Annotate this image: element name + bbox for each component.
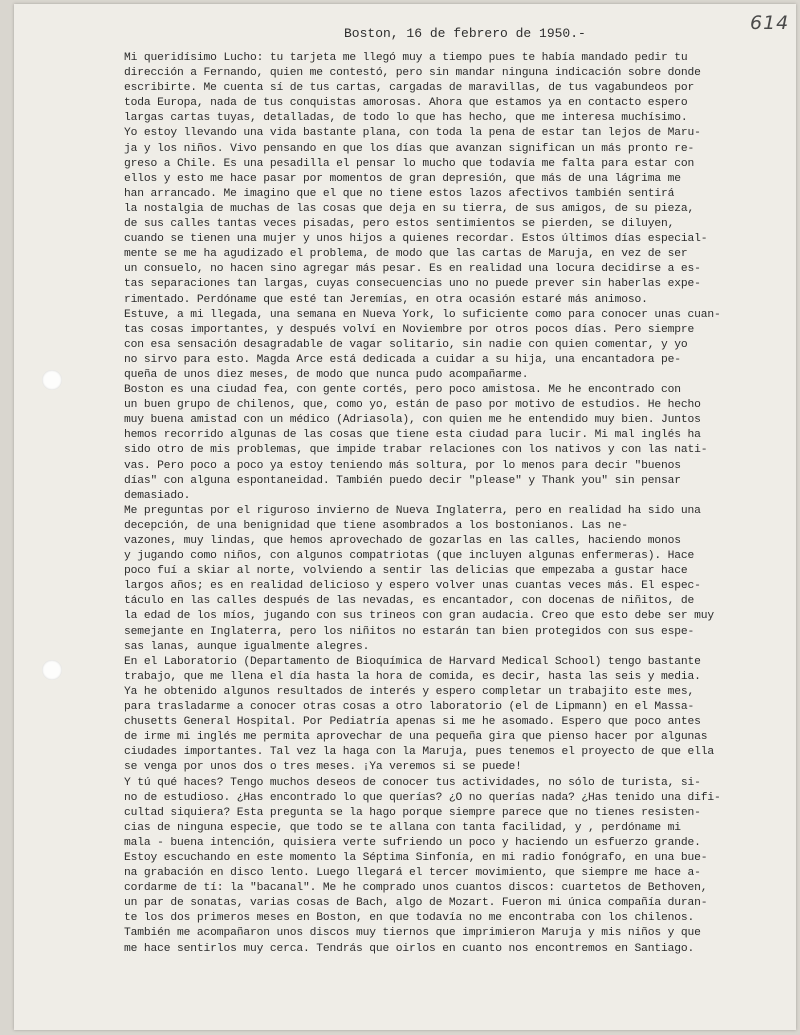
letter-line: Estuve, a mi llegada, una semana en Nueva York, lo suficiente como para conocer unas cuan-	[124, 308, 721, 321]
letter-line: demasiado.	[124, 489, 191, 502]
letter-line: Boston es una ciudad fea, con gente cortés, pero poco amistosa. Me he encontrado con	[124, 384, 681, 397]
letter-line: tas cosas importantes, y después volví en Noviembre por otros pocos días. Pero siempre	[124, 323, 695, 336]
letter-line: han arrancado. Me imagino que el que no tiene estos lazos afectivos también sentirá	[124, 187, 675, 200]
letter-line: hemos recorrido algunas de las cosas que tiene esta ciudad para lucir. Mi mal inglés ha	[124, 429, 701, 442]
letter-line: muy buena amistad con un médico (Adriasola), con quien me he entendido muy bien. Juntos	[124, 414, 701, 427]
letter-line: Estoy escuchando en este momento la Séptima Sinfonía, en mi radio fonógrafo, en una bue-	[124, 851, 708, 864]
letter-line: cordarme de tí: la "bacanal". Me he comprado unos cuantos discos: cuartetos de Bethoven,	[124, 882, 708, 895]
letter-line: días" con alguna espontaneidad. También puedo decir "please" y Thank you" sin pensar	[124, 474, 681, 487]
letter-line: semejante en Inglaterra, pero los niñitos no estarán tan bien protegidos con sus espe-	[124, 625, 695, 638]
letter-line: vazones, muy lindas, que hemos aprovechado de gozarlas en las calles, haciendo monos	[124, 535, 681, 547]
letter-line: ja y los niños. Vivo pensando en que los días que avanzan significan un más pronto re-	[124, 142, 695, 155]
letter-line: tas separaciones tan largas, cuyas consecuencias uno no puede prever sin haberlas expe-	[124, 278, 701, 291]
letter-line: cultad siquiera? Esta pregunta se la hago porque siempre parece que no tienes resisten-	[124, 806, 701, 819]
letter-line: vas. Pero poco a poco ya estoy teniendo más soltura, por lo menos para decir "buenos	[124, 459, 681, 472]
letter-line: chusetts General Hospital. Por Pediatría apenas si me he asomado. Espero que poco antes	[124, 716, 701, 729]
letter-line: ciudades importantes. Tal vez la haga con la Maruja, pues tenemos el proyecto de que ella	[124, 746, 715, 759]
letter-line: escribirte. Me cuenta sí de tus cartas, cargadas de maravillas, de tus vagabundeos por	[124, 82, 695, 95]
letter-line: un par de sonatas, varias cosas de Bach, algo de Mozart. Fueron mi única compañía duran-	[124, 897, 708, 910]
letter-line: te los dos primeros meses en Boston, en que todavía no me encontraba con los chilenos.	[124, 912, 695, 925]
letter-line: sido otro de mis problemas, que impide trabar relaciones con los nativos y con las nati-	[124, 444, 708, 457]
letter-line: na grabación en disco lento. Luego llegará el tercer movimiento, que siempre me hace a-	[124, 867, 701, 880]
letter-page	[14, 4, 796, 1030]
letter-line: Me preguntas por el riguroso invierno de Nueva Inglaterra, pero en realidad ha sido una	[124, 504, 701, 517]
letter-line: cuando se tienen una mujer y unos hijos a quienes recordar. Estos últimos días especial-	[124, 233, 708, 246]
punch-hole	[42, 370, 62, 390]
letter-line: trabajo, que me llena el día hasta la hora de comida, es decir, hasta las seis y media.	[124, 670, 701, 683]
letter-line: Yo estoy llevando una vida bastante plana, con toda la pena de estar tan lejos de Maru-	[124, 127, 701, 140]
letter-line: rimentado. Perdóname que esté tan Jeremías, en otra ocasión estaré más animoso.	[124, 293, 648, 306]
letter-line: la edad de los míos, jugando con sus trineos con gran audacia. Creo que esto debe ser muy	[124, 610, 715, 623]
letter-line: me hace sentirlos muy cerca. Tendrás que oirlos en cuanto nos encontremos en Santiago.	[124, 942, 695, 955]
letter-line: cias de ninguna especie, que todo se te allana con tanta facilidad, y , perdóname mi	[124, 821, 681, 834]
letter-line: sas lanas, aunque igualmente alegres.	[124, 640, 370, 653]
letter-line: greso a Chile. Es una pesadilla el pensar lo mucho que todavía me falta para estar con	[124, 157, 695, 170]
letter-line: Ya he obtenido algunos resultados de interés y espero completar un trabajito este mes,	[124, 685, 695, 698]
letter-line: También me acompañaron unos discos muy tiernos que imprimieron Maruja y mis niños y que	[124, 927, 701, 940]
letter-line: decepción, de una benignidad que tiene asombrados a los bostonianos. Las ne-	[124, 519, 628, 532]
letter-line: mala - buena intención, quisiera verte sufriendo un poco y haciendo un esfuerzo grande.	[124, 836, 701, 849]
punch-hole	[42, 660, 62, 680]
letter-line: táculo en las calles después de las nevadas, es encantador, con docenas de niñitos, de	[124, 595, 695, 608]
letter-line: no sirvo para esto. Magda Arce está dedicada a cuidar a su hija, una encantadora pe-	[124, 353, 681, 366]
letter-line: mente se me ha agudizado el problema, de modo que las cartas de Maruja, en vez de ser	[124, 248, 688, 261]
letter-date-header: Boston, 16 de febrero de 1950.-	[344, 26, 586, 41]
letter-line: Mi queridísimo Lucho: tu tarjeta me llegó muy a tiempo pues te había mandado pedir tu	[124, 52, 688, 64]
letter-line: con esa sensación desagradable de vagar solitario, sin nadie con quien comentar, y yo	[124, 338, 688, 351]
letter-line: se venga por unos dos o tres meses. ¡Ya veremos si se puede!	[124, 761, 522, 774]
letter-line: de irme mi inglés me permita aprovechar de una pequeña gira que pienso hacer por algunas	[124, 731, 708, 744]
letter-line: largas cartas tuyas, detalladas, de todo lo que has hecho, que me interesa muchísimo.	[124, 112, 688, 125]
letter-line: dirección a Fernando, quien me contestó, pero sin mandar ninguna indicación sobre donde	[124, 67, 701, 80]
letter-line: En el Laboratorio (Departamento de Bioquímica de Harvard Medical School) tengo bastante	[124, 655, 701, 668]
letter-line: ellos y esto me hace pasar por momentos de gran depresión, que más de una lágrima me	[124, 172, 681, 185]
letter-line: para trasladarme a conocer otras cosas a otro laboratorio (el de Lipmann) en el Massa-	[124, 701, 695, 714]
letter-line: un consuelo, no hacen sino agregar más pesar. Es en realidad una locura decidirse a es-	[124, 263, 701, 276]
page-number: 614	[750, 12, 790, 34]
letter-line: de sus calles tantas veces pisadas, pero estos sentimientos se pierden, se diluyen,	[124, 218, 675, 231]
letter-line: Y tú qué haces? Tengo muchos deseos de conocer tus actividades, no sólo de turista, si-	[124, 776, 701, 789]
letter-line: la nostalgia de muchas de las cosas que deja en su tierra, de sus amigos, de su pieza,	[124, 202, 695, 215]
letter-body	[124, 51, 799, 957]
letter-line: poco fuí a skiar al norte, volviendo a sentir las delicias que empezaba a gustar hace	[124, 565, 688, 578]
letter-line: no de estudioso. ¿Has encontrado lo que querías? ¿O no querías nada? ¿Has tenido una difi-	[124, 791, 721, 804]
letter-line: queña de unos diez meses, de modo que nunca pudo acompañarme.	[124, 368, 529, 381]
letter-line: largos años; es en realidad delicioso y espero volver unas cuantas veces más. El espec-	[124, 580, 701, 593]
letter-line: toda Europa, nada de tus conquistas amorosas. Ahora que estamos ya en contacto espero	[124, 97, 688, 110]
letter-line: un buen grupo de chilenos, que, como yo, están de paso por motivo de estudios. He hecho	[124, 399, 701, 412]
letter-line: y jugando como niños, con algunos compatriotas (que incluyen algunas enfermeras). Hace	[124, 550, 695, 563]
